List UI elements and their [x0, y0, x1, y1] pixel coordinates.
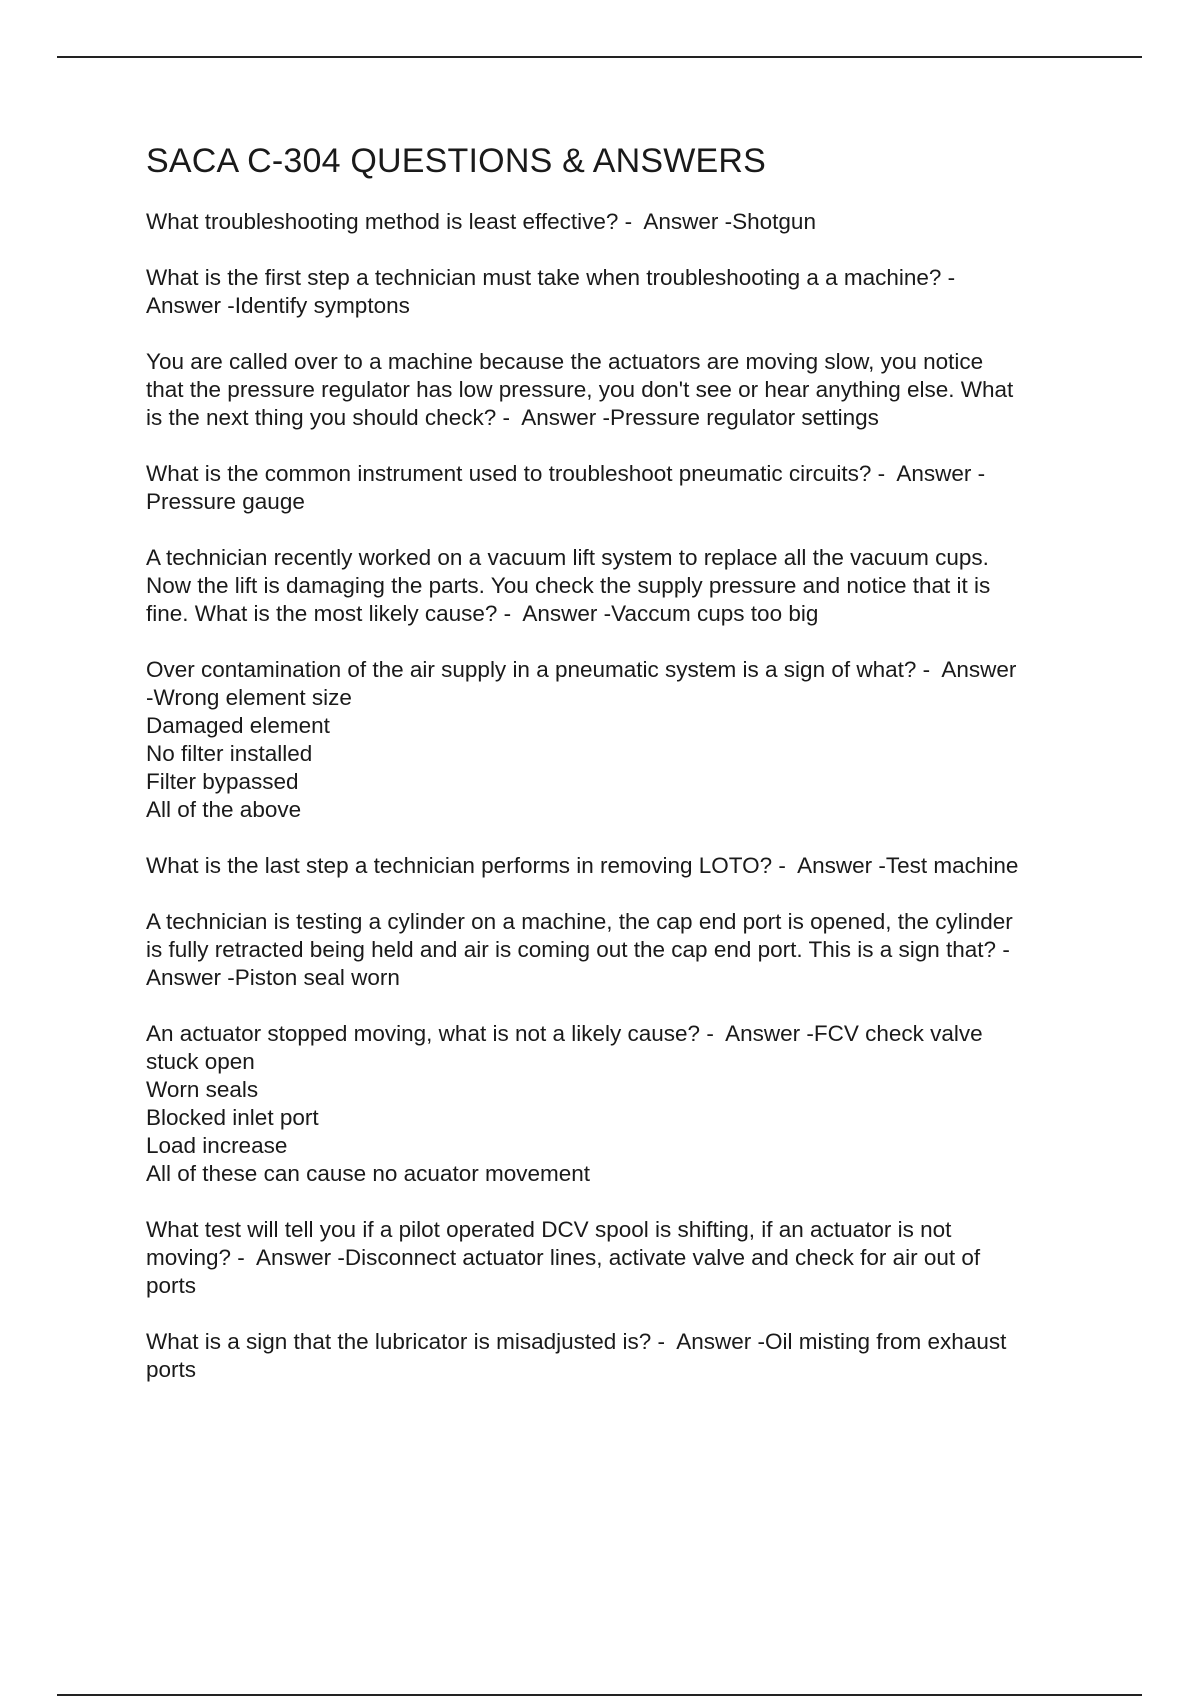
qa-item-9: An actuator stopped moving, what is not a likely cause? - Answer -FCV check valve stuck open Worn seals Blocked inlet port Load increase All of these can cause no acuator movement	[146, 1021, 983, 1186]
qa-item-8: A technician is testing a cylinder on a machine, the cap end port is opened, the cylinder is fully retracted being held and air is coming out the cap end port. This is a sign that? - Answer -Piston seal worn	[146, 909, 1013, 990]
qa-item-5: A technician recently worked on a vacuum lift system to replace all the vacuum cups. Now the lift is damaging the parts. You check the supply pressure and notice that it is fine. What is the most likely cause? - Answer -Vaccum cups too big	[146, 545, 991, 626]
qa-item-2: What is the first step a technician must take when troubleshooting a a machine? - Answer -Identify symptons	[146, 265, 956, 318]
qa-item-7: What is the last step a technician performs in removing LOTO? - Answer -Test machine	[146, 853, 1019, 878]
qa-item-4: What is the common instrument used to troubleshoot pneumatic circuits? - Answer - Pressure gauge	[146, 461, 986, 514]
bottom-divider	[57, 1694, 1142, 1696]
top-divider	[57, 56, 1142, 58]
qa-item-1: What troubleshooting method is least effective? - Answer -Shotgun	[146, 209, 816, 234]
qa-item-6: Over contamination of the air supply in a pneumatic system is a sign of what? - Answer -Wrong element size Damaged element No filter installed Filter bypassed All of the above	[146, 657, 1017, 822]
page-title: SACA C-304 QUESTIONS & ANSWERS	[146, 142, 767, 180]
qa-item-3: You are called over to a machine because the actuators are moving slow, you notice that the pressure regulator has low pressure, you don't see or hear anything else. What is the next thing you should check? - Answer -Pressure regulator settings	[146, 349, 1014, 430]
document-body	[146, 140, 1106, 1412]
qa-item-10: What test will tell you if a pilot operated DCV spool is shifting, if an actuator is not moving? - Answer -Disconnect actuator lines, activate valve and check for air out of ports	[146, 1217, 981, 1298]
qa-item-11: What is a sign that the lubricator is misadjusted is? - Answer -Oil misting from exhaust ports	[146, 1329, 1007, 1382]
